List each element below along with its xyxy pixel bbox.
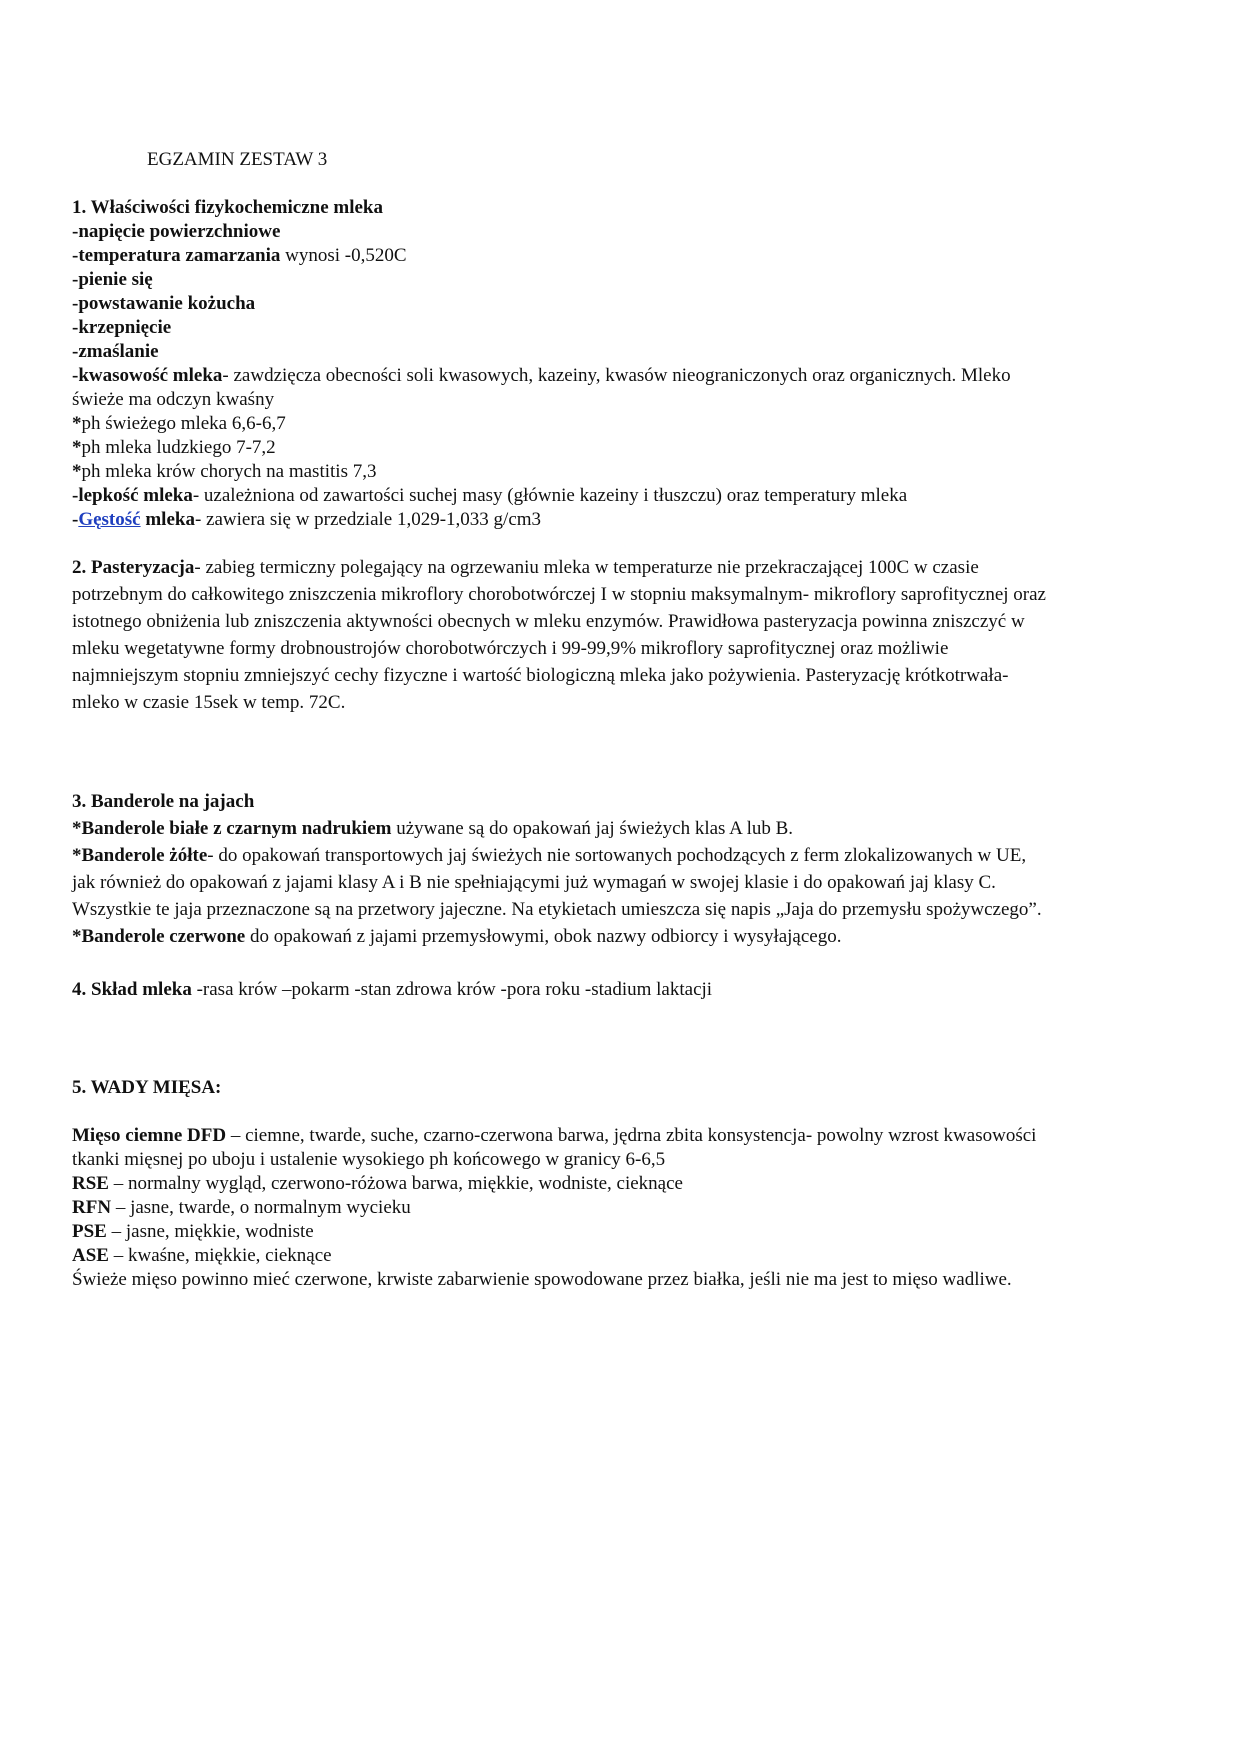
section-meat-defects [72, 1076, 1152, 1100]
section-egg-bands [72, 788, 1152, 950]
density-link[interactable]: Gęstość [78, 509, 141, 530]
list-item: *ph mleka krów chorych na mastitis 7,3 [72, 461, 377, 482]
list-item: *Banderole żółte- do opakowań transportowych jaj świeżych nie sortowanych pochodzących z ferm zlokalizowanych w UE, [72, 845, 1027, 866]
section-heading: 3. Banderole na jajach [72, 791, 255, 812]
list-item: Mięso ciemne DFD – ciemne, twarde, suche, czarno-czerwona barwa, jędrna zbita konsystencja- powolny wzrost kwasowości [72, 1125, 1037, 1146]
section-milk-composition [72, 978, 1152, 1002]
paragraph-line: tkanki mięsnej po uboju i ustalenie wysokiego ph końcowego w granicy 6-6,5 [72, 1149, 666, 1170]
paragraph-line: 4. Skład mleka -rasa krów –pokarm -stan zdrowa krów -pora roku -stadium laktacji [72, 979, 713, 1000]
section-heading: 1. Właściwości fizykochemiczne mleka [72, 197, 383, 218]
paragraph-line: najmniejszym stopniu zmniejszyć cechy fizyczne i wartość biologiczną mleka jako pożywienia. Pasteryzację krótkotrwała- [72, 665, 1009, 686]
list-item: *ph mleka ludzkiego 7-7,2 [72, 437, 276, 458]
list-item: -zmaślanie [72, 341, 159, 362]
section-pasteurization [72, 554, 1152, 716]
list-item: ASE – kwaśne, miękkie, cieknące [72, 1245, 332, 1266]
paragraph-line: istotnego obniżenia lub zniszczenia aktywności obecnych w mleku enzymów. Prawidłowa pasteryzacja powinna zniszczyć w [72, 611, 1025, 632]
list-item: *Banderole czerwone do opakowań z jajami przemysłowymi, obok nazwy odbiorcy i wysyłającego. [72, 926, 842, 947]
paragraph-line: Świeże mięso powinno mieć czerwone, krwiste zabarwienie spowodowane przez białka, jeśli nie ma jest to mięso wadliwe. [72, 1269, 1012, 1290]
list-item: -kwasowość mleka- zawdzięcza obecności soli kwasowych, kazeiny, kwasów nieograniczonych oraz organicznych. Mleko [72, 365, 1011, 386]
paragraph-line: Wszystkie te jaja przeznaczone są na przetwory jajeczne. Na etykietach umieszcza się napis „Jaja do przemysłu spożywczego”. [72, 899, 1042, 920]
list-item: -lepkość mleka- uzależniona od zawartości suchej masy (głównie kazeiny i tłuszczu) oraz temperatury mleka [72, 485, 908, 506]
list-item: -Gęstość mleka- zawiera się w przedziale 1,029-1,033 g/cm3 [72, 509, 542, 530]
document-title: EGZAMIN ZESTAW 3 [147, 149, 328, 170]
paragraph-line: mleko w czasie 15sek w temp. 72C. [72, 692, 346, 713]
section-milk-properties [72, 196, 1152, 532]
list-item: -krzepnięcie [72, 317, 172, 338]
list-item: *Banderole białe z czarnym nadrukiem używane są do opakowań jaj świeżych klas A lub B. [72, 818, 794, 839]
meat-defects-list [72, 1124, 1152, 1292]
list-item: -napięcie powierzchniowe [72, 221, 281, 242]
paragraph-line: mleku wegetatywne formy drobnoustrojów chorobotwórczych i 99-99,9% mikroflory saprofitycznej oraz możliwie [72, 638, 949, 659]
list-item: -temperatura zamarzania wynosi -0,520C [72, 245, 407, 266]
list-item: RSE – normalny wygląd, czerwono-różowa barwa, miękkie, wodniste, cieknące [72, 1173, 683, 1194]
list-item: -powstawanie kożucha [72, 293, 256, 314]
paragraph-line: 2. Pasteryzacja- zabieg termiczny polegający na ogrzewaniu mleka w temperaturze nie przekraczającej 100C w czasie [72, 557, 979, 578]
text-line: świeże ma odczyn kwaśny [72, 389, 275, 410]
paragraph-line: jak również do opakowań z jajami klasy A i B nie spełniającymi już wymagań w swojej klasie i do opakowań jaj klasy C. [72, 872, 996, 893]
list-item: PSE – jasne, miękkie, wodniste [72, 1221, 314, 1242]
list-item: -pienie się [72, 269, 153, 290]
paragraph-line: potrzebnym do całkowitego zniszczenia mikroflory chorobotwórczej I w stopniu maksymalnym- mikroflory saprofitycznej oraz [72, 584, 1046, 605]
section-heading: 5. WADY MIĘSA: [72, 1077, 222, 1098]
list-item: RFN – jasne, twarde, o normalnym wycieku [72, 1197, 411, 1218]
list-item: *ph świeżego mleka 6,6-6,7 [72, 413, 286, 434]
